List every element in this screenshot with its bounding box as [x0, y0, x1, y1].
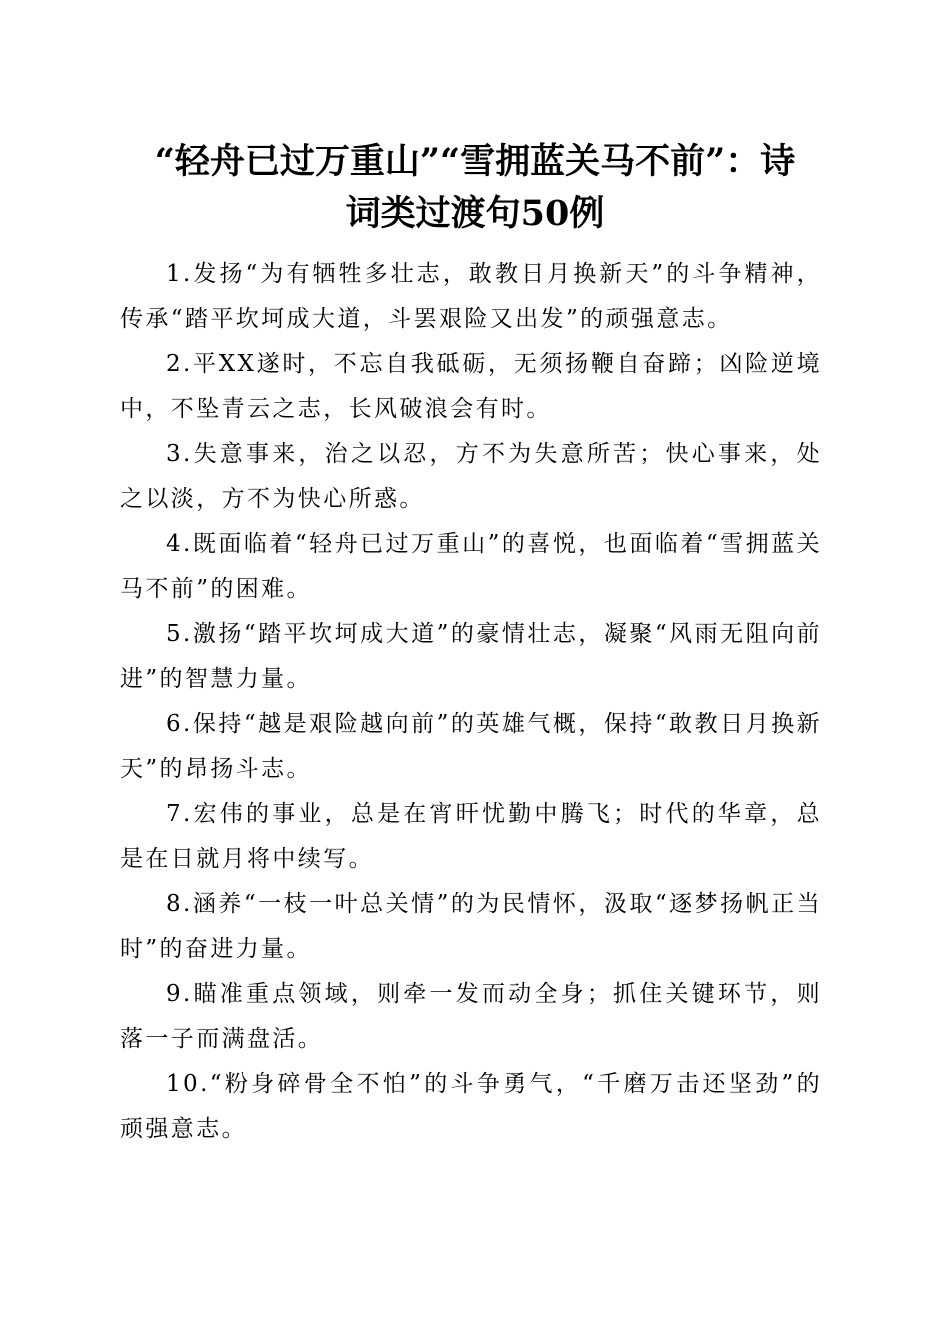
- document-body: [120, 252, 822, 1152]
- paragraph-6: 6.保持“越是艰险越向前”的英雄气概，保持“敢教日月换新天”的昂扬斗志。: [120, 711, 822, 782]
- document-title: [120, 136, 830, 240]
- paragraph-7: 7.宏伟的事业，总是在宵旰忧勤中腾飞；时代的华章，总是在日就月将中续写。: [120, 801, 822, 872]
- paragraph-5: 5.激扬“踏平坎坷成大道”的豪情壮志，凝聚“风雨无阻向前进”的智慧力量。: [120, 621, 822, 692]
- paragraph-2: 2.平XX遂时，不忘自我砥砺，无须扬鞭自奋蹄；凶险逆境中，不坠青云之志，长风破浪会有时。: [120, 351, 822, 422]
- title-line-1: “轻舟已过万重山”“雪拥蓝关马不前”：诗: [154, 141, 796, 182]
- paragraph-3: 3.失意事来，治之以忍，方不为失意所苦；快心事来，处之以淡，方不为快心所惑。: [120, 441, 822, 512]
- paragraph-9: 9.瞄准重点领域，则牵一发而动全身；抓住关键环节，则落一子而满盘活。: [120, 981, 822, 1052]
- paragraph-4: 4.既面临着“轻舟已过万重山”的喜悦，也面临着“雪拥蓝关马不前”的困难。: [120, 531, 822, 602]
- paragraph-1: 1.发扬“为有牺牲多壮志，敢教日月换新天”的斗争精神，传承“踏平坎坷成大道，斗罢艰险又出发”的顽强意志。: [120, 261, 822, 332]
- title-line-2: 词类过渡句50例: [345, 193, 605, 234]
- paragraph-8: 8.涵养“一枝一叶总关情”的为民情怀，汲取“逐梦扬帆正当时”的奋进力量。: [120, 891, 822, 962]
- paragraph-10: 10.“粉身碎骨全不怕”的斗争勇气，“千磨万击还坚劲”的顽强意志。: [120, 1071, 822, 1142]
